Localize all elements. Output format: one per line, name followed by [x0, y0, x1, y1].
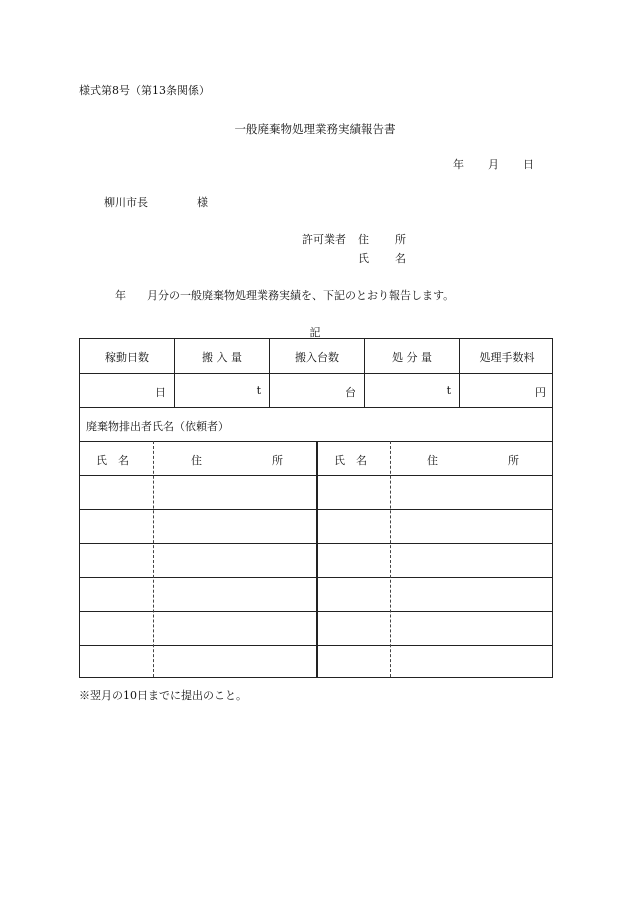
addressee [104, 194, 208, 210]
applicant-name-label-1: 氏 [358, 252, 369, 265]
ki-heading: 記 [309, 326, 321, 339]
subheader-address-right-1: 住 [427, 454, 438, 467]
addressee-name: 柳川市長 [104, 196, 148, 209]
dashed-divider [390, 441, 391, 677]
subheader-address-right-2: 所 [508, 454, 519, 467]
subheader-address-left-2: 所 [272, 454, 283, 467]
row-divider [80, 407, 552, 408]
dashed-divider [153, 441, 154, 677]
header-disposal-amount: 処 分 量 [392, 351, 432, 364]
report-table [79, 338, 553, 678]
report-text: 月分の一般廃棄物処理業務実績を、下記のとおり報告します。 [147, 289, 455, 302]
footnote: ※翌月の10日までに提出のこと。 [79, 689, 247, 702]
date-month: 月 [488, 158, 499, 171]
applicant-name-row [358, 250, 406, 266]
applicant-address-label-1: 住 [358, 233, 369, 246]
date-year: 年 [453, 158, 464, 171]
report-statement [115, 287, 455, 303]
unit-tons: t [256, 384, 261, 397]
applicant-address-row [302, 231, 406, 247]
unit-days: 日 [155, 386, 166, 399]
unit-yen: 円 [535, 386, 546, 399]
report-year: 年 [115, 289, 126, 302]
header-intake-amount: 搬 入 量 [202, 351, 242, 364]
subheader-address-left-1: 住 [191, 454, 202, 467]
addressee-honorific: 様 [197, 196, 208, 209]
header-processing-fee: 処理手数料 [479, 351, 535, 364]
row-divider [80, 373, 552, 374]
document-title: 一般廃棄物処理業務実績報告書 [234, 122, 396, 136]
applicant-name-label-2: 名 [395, 252, 406, 265]
unit-vehicles: 台 [345, 386, 356, 399]
unit-tons-disposal: t [446, 384, 451, 397]
dischargers-label: 廃棄物排出者氏名（依頼者） [86, 420, 229, 433]
form-number: 様式第8号（第13条関係） [79, 84, 210, 97]
subheader-name-right: 氏 名 [334, 454, 367, 467]
subheader-name-left: 氏 名 [96, 454, 129, 467]
applicant-address-label-2: 所 [395, 233, 406, 246]
date-day: 日 [523, 158, 534, 171]
header-vehicle-count: 搬入台数 [295, 351, 339, 364]
header-working-days: 稼動日数 [105, 351, 149, 364]
applicant-label: 許可業者 [302, 233, 346, 246]
center-divider [316, 441, 318, 677]
